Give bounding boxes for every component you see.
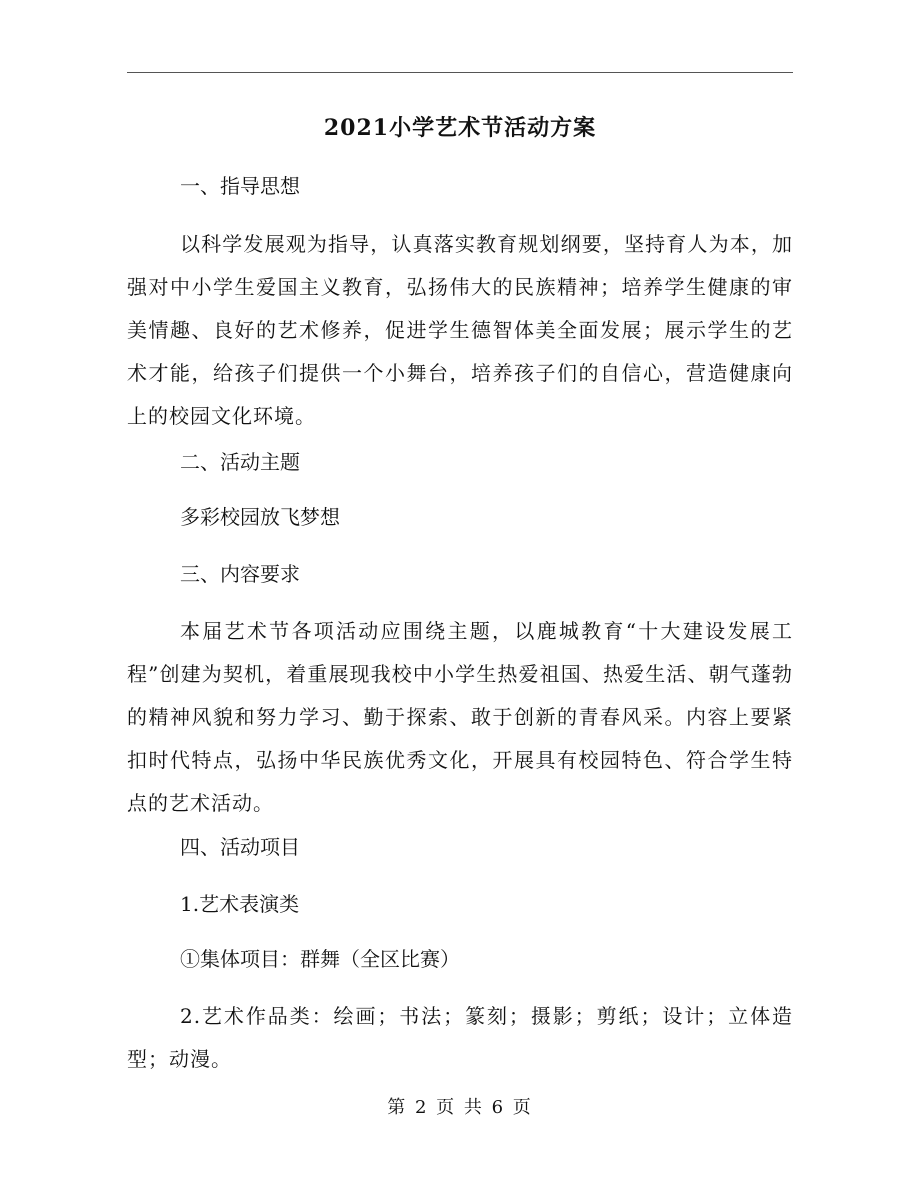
document-title: 2021小学艺术节活动方案 — [323, 115, 597, 141]
page-indicator: 第 2 页 共 6 页 — [387, 1097, 533, 1118]
list-item-performance-category: 1.艺术表演类 — [180, 892, 300, 916]
list-item-group-dance: ①集体项目：群舞（全区比赛） — [180, 947, 460, 971]
list-item-artwork-category: 2.艺术作品类：绘画；书法；篆刻；摄影；剪纸；设计；立体造型；动漫。 — [127, 1004, 793, 1071]
section-heading-content-requirements: 三、内容要求 — [180, 562, 300, 586]
section-body-guiding-ideology: 以科学发展观为指导，认真落实教育规划纲要，坚持育人为本，加强对中小学生爱国主义教育，弘扬伟大的民族精神；培养学生健康的审美情趣、良好的艺术修养，促进学生德智体美全面发展；展示学生的艺术才能，给孩子们提供一个小舞台，培养孩子们的自信心，营造健康向上的校园文化环境。 — [127, 232, 793, 428]
header-rule — [127, 72, 793, 73]
section-heading-guiding-ideology: 一、指导思想 — [180, 174, 300, 198]
section-body-content-requirements: 本届艺术节各项活动应围绕主题，以鹿城教育“十大建设发展工程”创建为契机，着重展现我校中小学生热爱祖国、热爱生活、朝气蓬勃的精神风貌和努力学习、勤于探索、敢于创新的青春风采。内容上要紧扣时代特点，弘扬中华民族优秀文化，开展具有校园特色、符合学生特点的艺术活动。 — [127, 619, 793, 815]
section-heading-activity-items: 四、活动项目 — [180, 835, 300, 859]
section-heading-theme: 二、活动主题 — [180, 450, 300, 474]
section-body-theme: 多彩校园放飞梦想 — [180, 505, 340, 529]
